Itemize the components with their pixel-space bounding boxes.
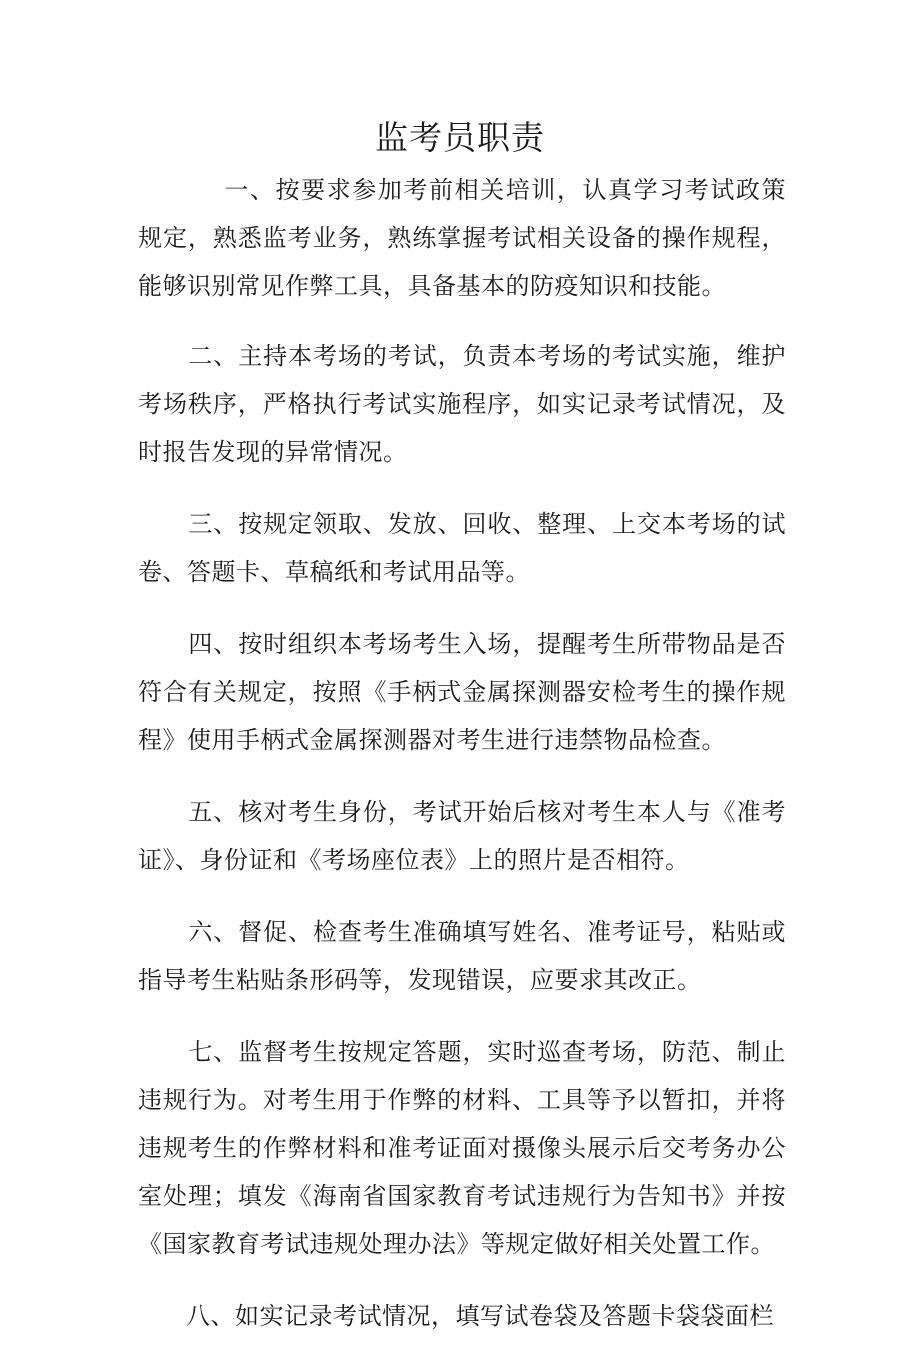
paragraph-3: 三、按规定领取、发放、回收、整理、上交本考场的试卷、答题卡、草稿纸和考试用品等。 bbox=[138, 510, 786, 586]
paragraph-4: 四、按时组织本考场考生入场，提醒考生所带物品是否符合有关规定，按照《手柄式金属探测器安检考生的操作规程》使用手柄式金属探测器对考生进行违禁物品检查。 bbox=[138, 630, 786, 754]
document-body bbox=[138, 166, 786, 1364]
document-title: 监考员职责 bbox=[375, 118, 545, 157]
paragraph-1: 一、按要求参加考前相关培训，认真学习考试政策规定，熟悉监考业务，熟练掌握考试相关设备的操作规程，能够识别常见作弊工具，具备基本的防疫知识和技能。 bbox=[138, 176, 786, 300]
paragraph-6: 六、督促、检查考生准确填写姓名、准考证号，粘贴或指导考生粘贴条形码等，发现错误，应要求其改正。 bbox=[138, 918, 786, 994]
paragraph-2: 二、主持本考场的考试，负责本考场的考试实施，维护考场秩序，严格执行考试实施程序，如实记录考试情况，及时报告发现的异常情况。 bbox=[138, 342, 786, 466]
paragraph-5: 五、核对考生身份，考试开始后核对考生本人与《准考证》、身份证和《考场座位表》上的照片是否相符。 bbox=[138, 798, 786, 874]
paragraph-8: 八、如实记录考试情况，填写试卷袋及答题卡袋袋面栏 bbox=[186, 1302, 774, 1330]
paragraph-7: 七、监督考生按规定答题，实时巡查考场，防范、制止违规行为。对考生用于作弊的材料、工具等予以暂扣，并将违规考生的作弊材料和准考证面对摄像头展示后交考务办公室处理；填发《海南省国家教育考试违规行为告知书》并按《国家教育考试违规处理办法》等规定做好相关处置工作。 bbox=[138, 1038, 786, 1258]
